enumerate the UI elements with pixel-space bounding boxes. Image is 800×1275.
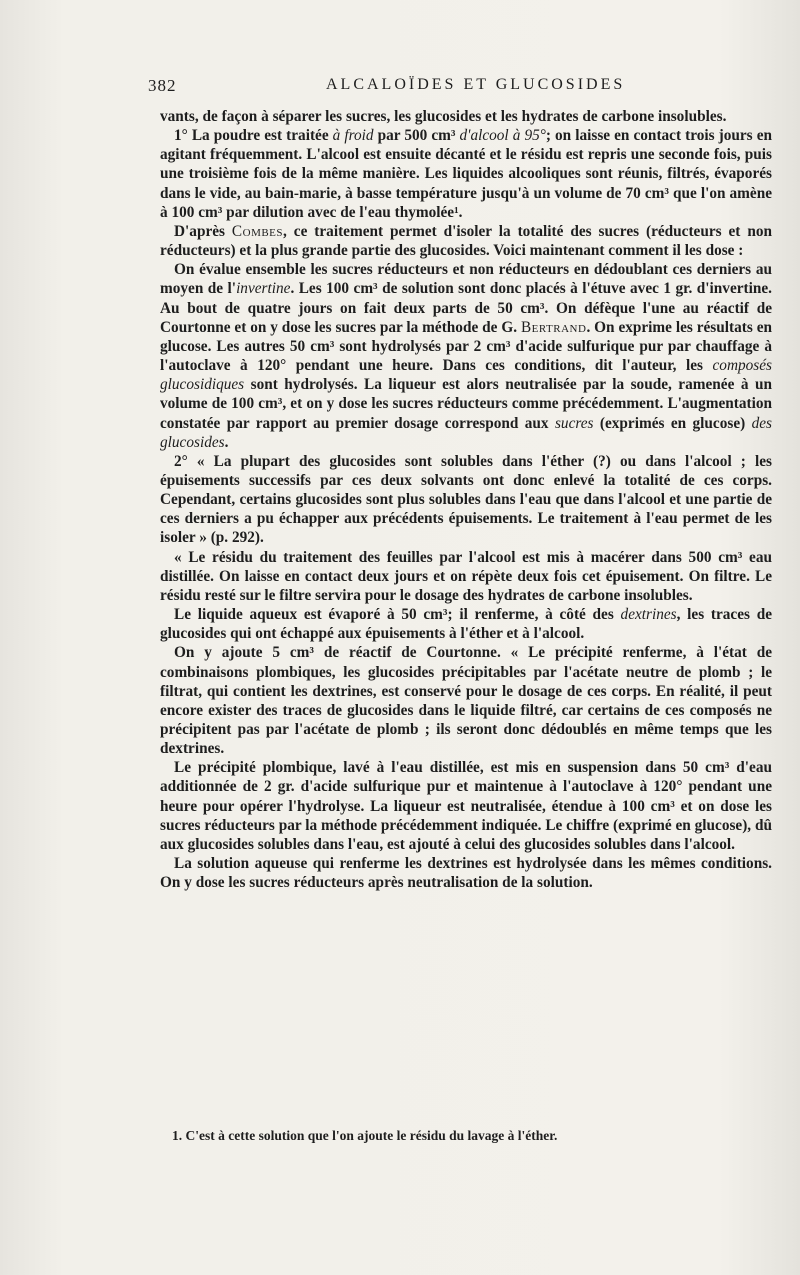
paragraph-10: La solution aqueuse qui renferme les dextrines est hydrolysée dans les mêmes conditions. On y dose les sucres réducteurs après neutralisation de la solution. (160, 855, 772, 892)
paragraph-8: On y ajoute 5 cm³ de réactif de Courtonne. « Le précipité renferme, à l'état de combinaisons plombiques, les glucosides précipitables par l'acétate neutre de plomb ; le filtrat, qui contient les dextrines, est conservé pour le dosage de ces corps. En réalité, il peut encore exister des traces de glucosides dans le liquide filtré, car certains de ces composés ne précipitent pas par l'acétate de plomb ; ils seront donc dédoublés en même temps que les dextrines. (160, 644, 772, 758)
paragraph-6: « Le résidu du traitement des feuilles par l'alcool est mis à macérer dans 500 cm³ eau distillée. On laisse en contact deux jours et on répète deux fois cet épuisement. On filtre. Le résidu resté sur le filtre servira pour le dosage des hydrates de carbone insolubles. (160, 548, 772, 604)
author-name: Combes (231, 222, 284, 240)
body-text (160, 107, 772, 892)
author-name: Bertrand (520, 318, 587, 336)
paragraph-9: Le précipité plombique, lavé à l'eau distillée, est mis en suspension dans 50 cm³ d'eau additionnée de 2 gr. d'acide sulfurique pur et maintenue à l'autoclave à 120° pendant une heure pour opérer l'hydrolyse. La liqueur est neutralisée, étendue à 100 cm³ et on dose les sucres réducteurs par la méthode précédemment indiquée. Le chiffre (exprimé en glucose), dû aux glucosides solubles dans l'eau, est ajouté à celui des glucosides solubles dans l'alcool. (160, 759, 772, 853)
paragraph-1: vants, de façon à séparer les sucres, les glucosides et les hydrates de carbone insolubles. (160, 108, 727, 125)
paragraph-5: 2° « La plupart des glucosides sont solubles dans l'éther (?) ou dans l'alcool ; les épuisements successifs par ces deux solvants ont donc enlevé la totalité de ces corps. Cependant, certains glucosides sont plus solubles dans l'eau que dans l'alcool et une partie de ces derniers a pu échapper aux précédents épuisements. Le traitement à l'eau permet de les isoler » (p. 292). (160, 452, 772, 547)
footnote: 1. C'est à cette solution que l'on ajoute le résidu du lavage à l'éther. (172, 1128, 558, 1143)
running-head (148, 76, 628, 96)
paragraph-7: Le liquide aqueux est évaporé à 50 cm³; il renferme, à côté des dextrines, les traces de glucosides qui ont échappé aux épuisements à l'éther et à l'alcool. (160, 606, 772, 643)
running-title: ALCALOÏDES ET GLUCOSIDES (326, 76, 626, 93)
paragraph-4: On évalue ensemble les sucres réducteurs et non réducteurs en dédoublant ces derniers au moyen de l'invertine. Les 100 cm³ de solution sont donc placés à l'étuve avec 1 gr. d'invertine. Au bout de quatre jours on fait deux parts de 50 cm³. On défèque l'une au réactif de Courtonne et on y dose les sucres par la méthode de G. Bertrand. On exprime les résultats en glucose. Les autres 50 cm³ sont hydrolysés par 2 cm³ d'acide sulfurique pur par chauffage à l'autoclave à 120° pendant une heure. Dans ces conditions, dit l'auteur, les composés glucosidiques sont hydrolysés. La liqueur est alors neutralisée par la soude, ramenée à un volume de 100 cm³, et on y dose les sucres réducteurs comme précédemment. L'augmentation constatée par rapport au premier dosage correspond aux sucres (exprimés en glucose) des glucosides. (160, 261, 772, 451)
paragraph-2: 1° La poudre est traitée à froid par 500 cm³ d'alcool à 95°; on laisse en contact trois jours en agitant fréquemment. L'alcool est ensuite décanté et le résidu est repris une seconde fois, puis une troisième fois de la même manière. Les liquides alcooliques sont réunis, filtrés, évaporés dans le vide, au bain-marie, à basse température jusqu'à un volume de 70 cm³ que l'on amène à 100 cm³ par dilution avec de l'eau thymolée¹. (160, 127, 772, 221)
paragraph-3: D'après Combes, ce traitement permet d'isoler la totalité des sucres (réducteurs et non réducteurs) et la plus grande partie des glucosides. Voici maintenant comment il les dose : (160, 222, 772, 260)
page-number: 382 (148, 76, 177, 95)
